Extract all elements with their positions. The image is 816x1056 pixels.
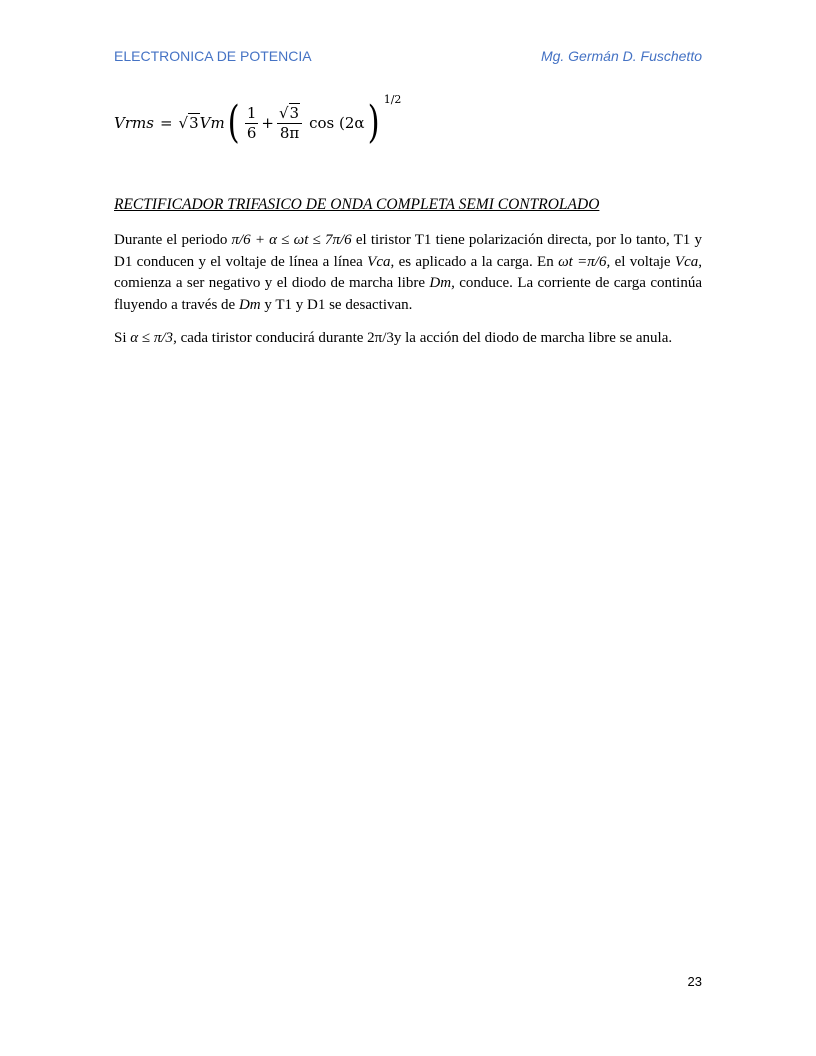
formula-plus: + <box>261 114 274 132</box>
formula-sqrt: √3 <box>178 114 199 132</box>
paragraph-2: Si α ≤ π/3, cada tiristor conducirá durante 2π/3y la acción del diodo de marcha libre se anula. <box>114 330 673 346</box>
vrms-formula <box>114 92 402 148</box>
section-title: RECTIFICADOR TRIFASICO DE ONDA COMPLETA SEMI CONTROLADO <box>114 196 600 213</box>
formula-vm: Vm <box>199 114 225 132</box>
formula-frac1-num: 1 <box>246 103 257 122</box>
formula-fraction-1 <box>245 104 259 143</box>
page-number: 23 <box>687 974 702 989</box>
formula-sqrt-arg: 3 <box>189 114 199 132</box>
formula-lhs: Vrms <box>114 114 154 132</box>
formula-frac2-den: 8π <box>279 123 300 142</box>
formula-fraction-2 <box>277 104 302 143</box>
formula-left-paren: ( <box>227 97 240 148</box>
formula-right-paren: ) <box>367 97 380 148</box>
header-author: Mg. Germán D. Fuschetto <box>540 48 702 64</box>
formula-cos: cos (2α <box>309 114 365 132</box>
paragraph-1: Durante el periodo π/6 + α ≤ ωt ≤ 7π/6 el tiristor T1 tiene polarización directa, por lo tanto, T1 y D1 conducen y el voltaje de línea a línea Vca, es aplicado a la carga. En ωt =π/6, el voltaje Vca, comienza a ser negativo y el diodo de marcha libre Dm, conduce. La corriente de carga continúa fluyendo a través de Dm y T1 y D1 se desactivan. <box>114 232 702 313</box>
formula-frac2-num: √3 <box>277 104 302 124</box>
formula-equals: = <box>159 114 173 132</box>
header-title: ELECTRONICA DE POTENCIA <box>114 48 312 64</box>
formula-frac1-den: 6 <box>246 123 257 142</box>
formula-exponent: 1/2 <box>383 92 402 106</box>
